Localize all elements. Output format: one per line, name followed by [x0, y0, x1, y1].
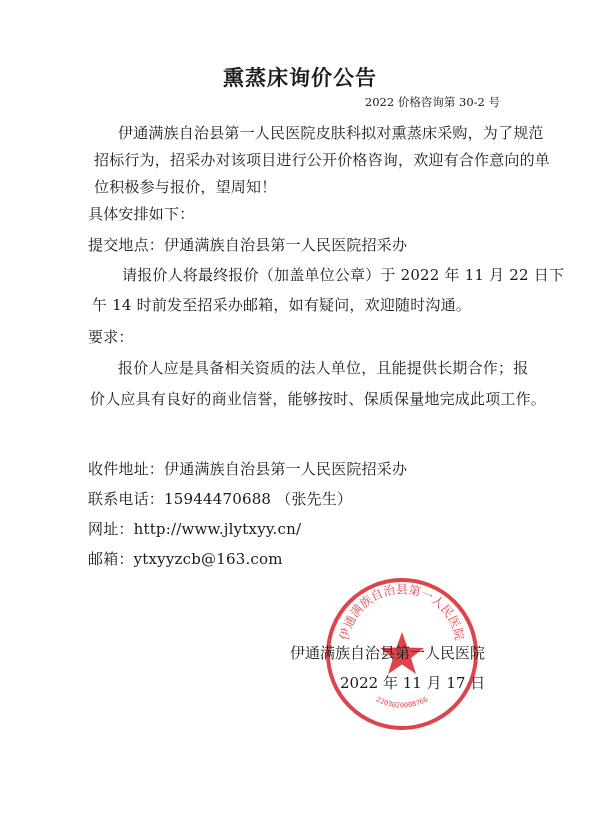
- signature-organization: 伊通满族自治县第一人民医院: [290, 644, 486, 662]
- arrangement-heading: 具体安排如下：: [88, 205, 195, 223]
- document-number: 2022 价格咨询第 30-2 号: [364, 95, 500, 109]
- deadline-line-2: 午 14 时前发至招采办邮箱，如有疑问，欢迎随时沟通。: [92, 296, 472, 314]
- intro-line-3: 位积极参与报价，望周知！: [94, 178, 277, 196]
- intro-line-1: 伊通满族自治县第一人民医院皮肤科拟对熏蒸床采购，为了规范: [118, 124, 544, 142]
- submission-location: 提交地点：伊通满族自治县第一人民医院招采办: [88, 236, 408, 254]
- contact-phone: 联系电话：15944470688 （张先生）: [88, 490, 353, 508]
- signature-date: 2022 年 11 月 17 日: [340, 674, 486, 692]
- page-title: 熏蒸床询价公告: [223, 65, 377, 90]
- contact-email[interactable]: 邮箱：ytxyyzcb@163.com: [88, 550, 283, 568]
- requirement-line-1: 报价人应是具备相关资质的法人单位，且能提供长期合作；报: [118, 359, 529, 377]
- requirements-heading: 要求：: [88, 328, 134, 346]
- contact-address: 收件地址：伊通满族自治县第一人民医院招采办: [88, 460, 408, 478]
- contact-website[interactable]: 网址：http://www.jlytxyy.cn/: [88, 520, 302, 538]
- requirement-line-2: 价人应具有良好的商业信誉，能够按时、保质保量地完成此项工作。: [90, 390, 547, 408]
- intro-line-2: 招标行为，招采办对该项目进行公开价格咨询，欢迎有合作意向的单: [94, 151, 551, 169]
- deadline-line-1: 请报价人将最终报价（加盖单位公章）于 2022 年 11 月 22 日下: [122, 266, 565, 284]
- seal-number: 2203020008766: [374, 695, 430, 710]
- seal-ring-text: 伊通满族自治县第一人民医院: [337, 582, 467, 642]
